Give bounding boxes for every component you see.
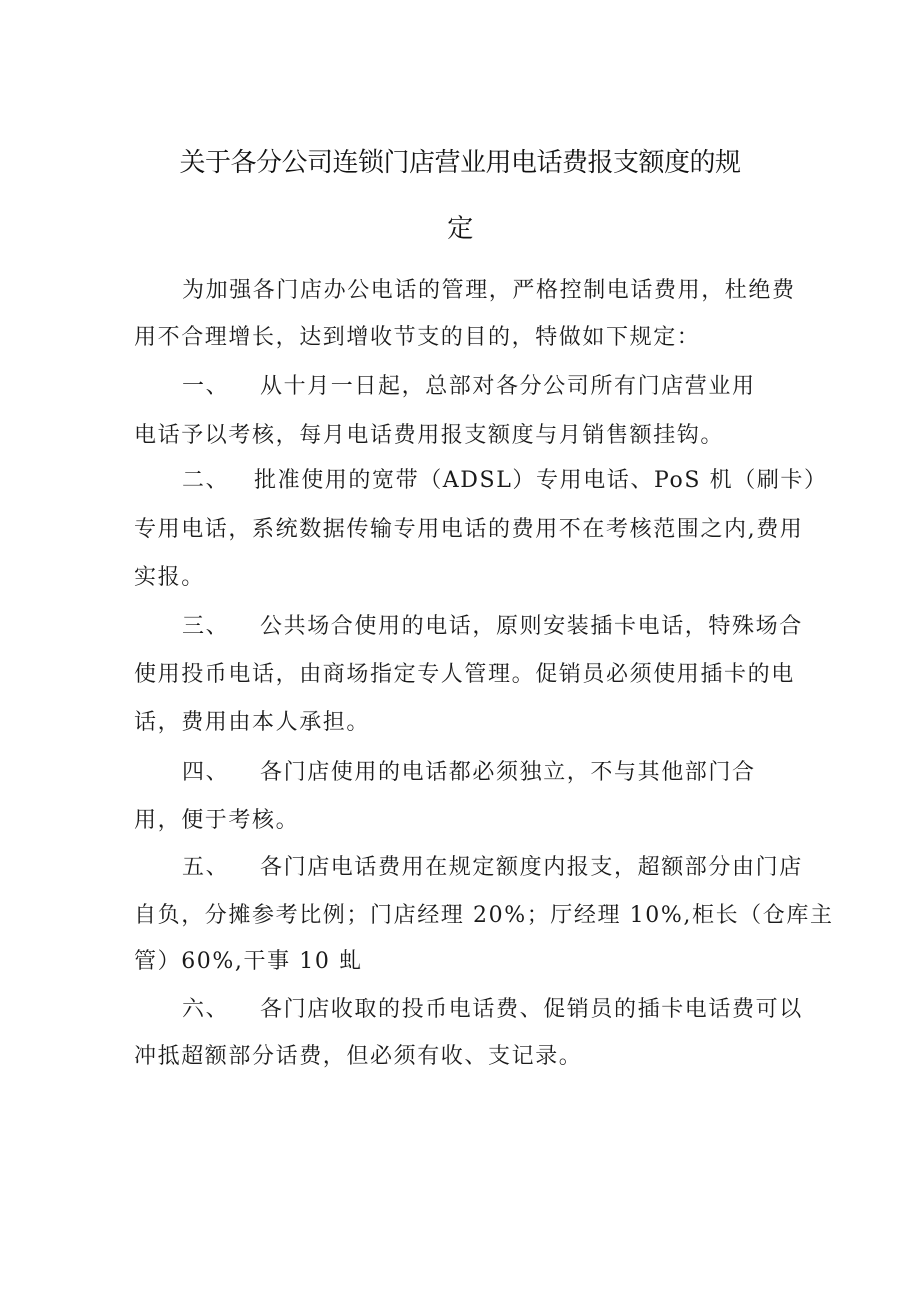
item-5-first-line [182,853,803,883]
item-6-number: 六、 [182,997,230,1022]
item-1-number: 一、 [182,374,230,399]
item-4-first-line [182,758,756,788]
item-1-first-line [182,372,756,402]
item-5-line-1: 各门店电话费用在规定额度内报支，超额部分由门店 [260,855,803,880]
item-1-line-2: 电话予以考核，每月电话费用报支额度与月销售额挂钩。 [134,423,725,448]
item-5-line-3: 管）60%,干事 10 虬 [134,949,363,974]
item-4-line-1: 各门店使用的电话都必须独立，不与其他部门合 [260,760,756,785]
item-2-first-line [182,466,828,496]
document-title-line-1: 关于各分公司连锁门店营业用电话费报支额度的规 [179,148,741,178]
intro-line-2: 用不合理增长，达到增收节支的目的，特做如下规定： [134,325,701,350]
item-2-line-2: 专用电话，系统数据传输专用电话的费用不在考核范围之内,费用 [134,517,804,542]
item-2-line-1: 批准使用的宽带（ADSL）专用电话、PoS 机（刷卡） [254,468,828,493]
item-4-number: 四、 [182,760,230,785]
item-2-number: 二、 [182,468,230,493]
item-2-line-3: 实报。 [134,565,205,590]
item-5-line-2: 自负，分摊参考比例；门店经理 20%；厅经理 10%,柜长（仓库主 [134,903,834,928]
item-3-line-1: 公共场合使用的电话，原则安装插卡电话，特殊场合 [260,614,803,639]
document-title-line-2: 定 [447,214,473,244]
item-4-line-2: 用，便于考核。 [134,808,300,833]
intro-line-1: 为加强各门店办公电话的管理，严格控制电话费用，杜绝费 [182,278,796,303]
item-3-line-3: 话，费用由本人承担。 [134,710,371,735]
item-3-first-line [182,612,803,642]
item-5-number: 五、 [182,855,230,880]
item-3-line-2: 使用投币电话，由商场指定专人管理。促销员必须使用插卡的电 [134,662,795,687]
item-3-number: 三、 [182,614,230,639]
item-6-first-line [182,995,803,1025]
item-1-line-1: 从十月一日起，总部对各分公司所有门店营业用 [260,374,756,399]
item-6-line-1: 各门店收取的投币电话费、促销员的插卡电话费可以 [260,997,803,1022]
item-6-line-2: 冲抵超额部分话费，但必须有收、支记录。 [134,1044,583,1069]
